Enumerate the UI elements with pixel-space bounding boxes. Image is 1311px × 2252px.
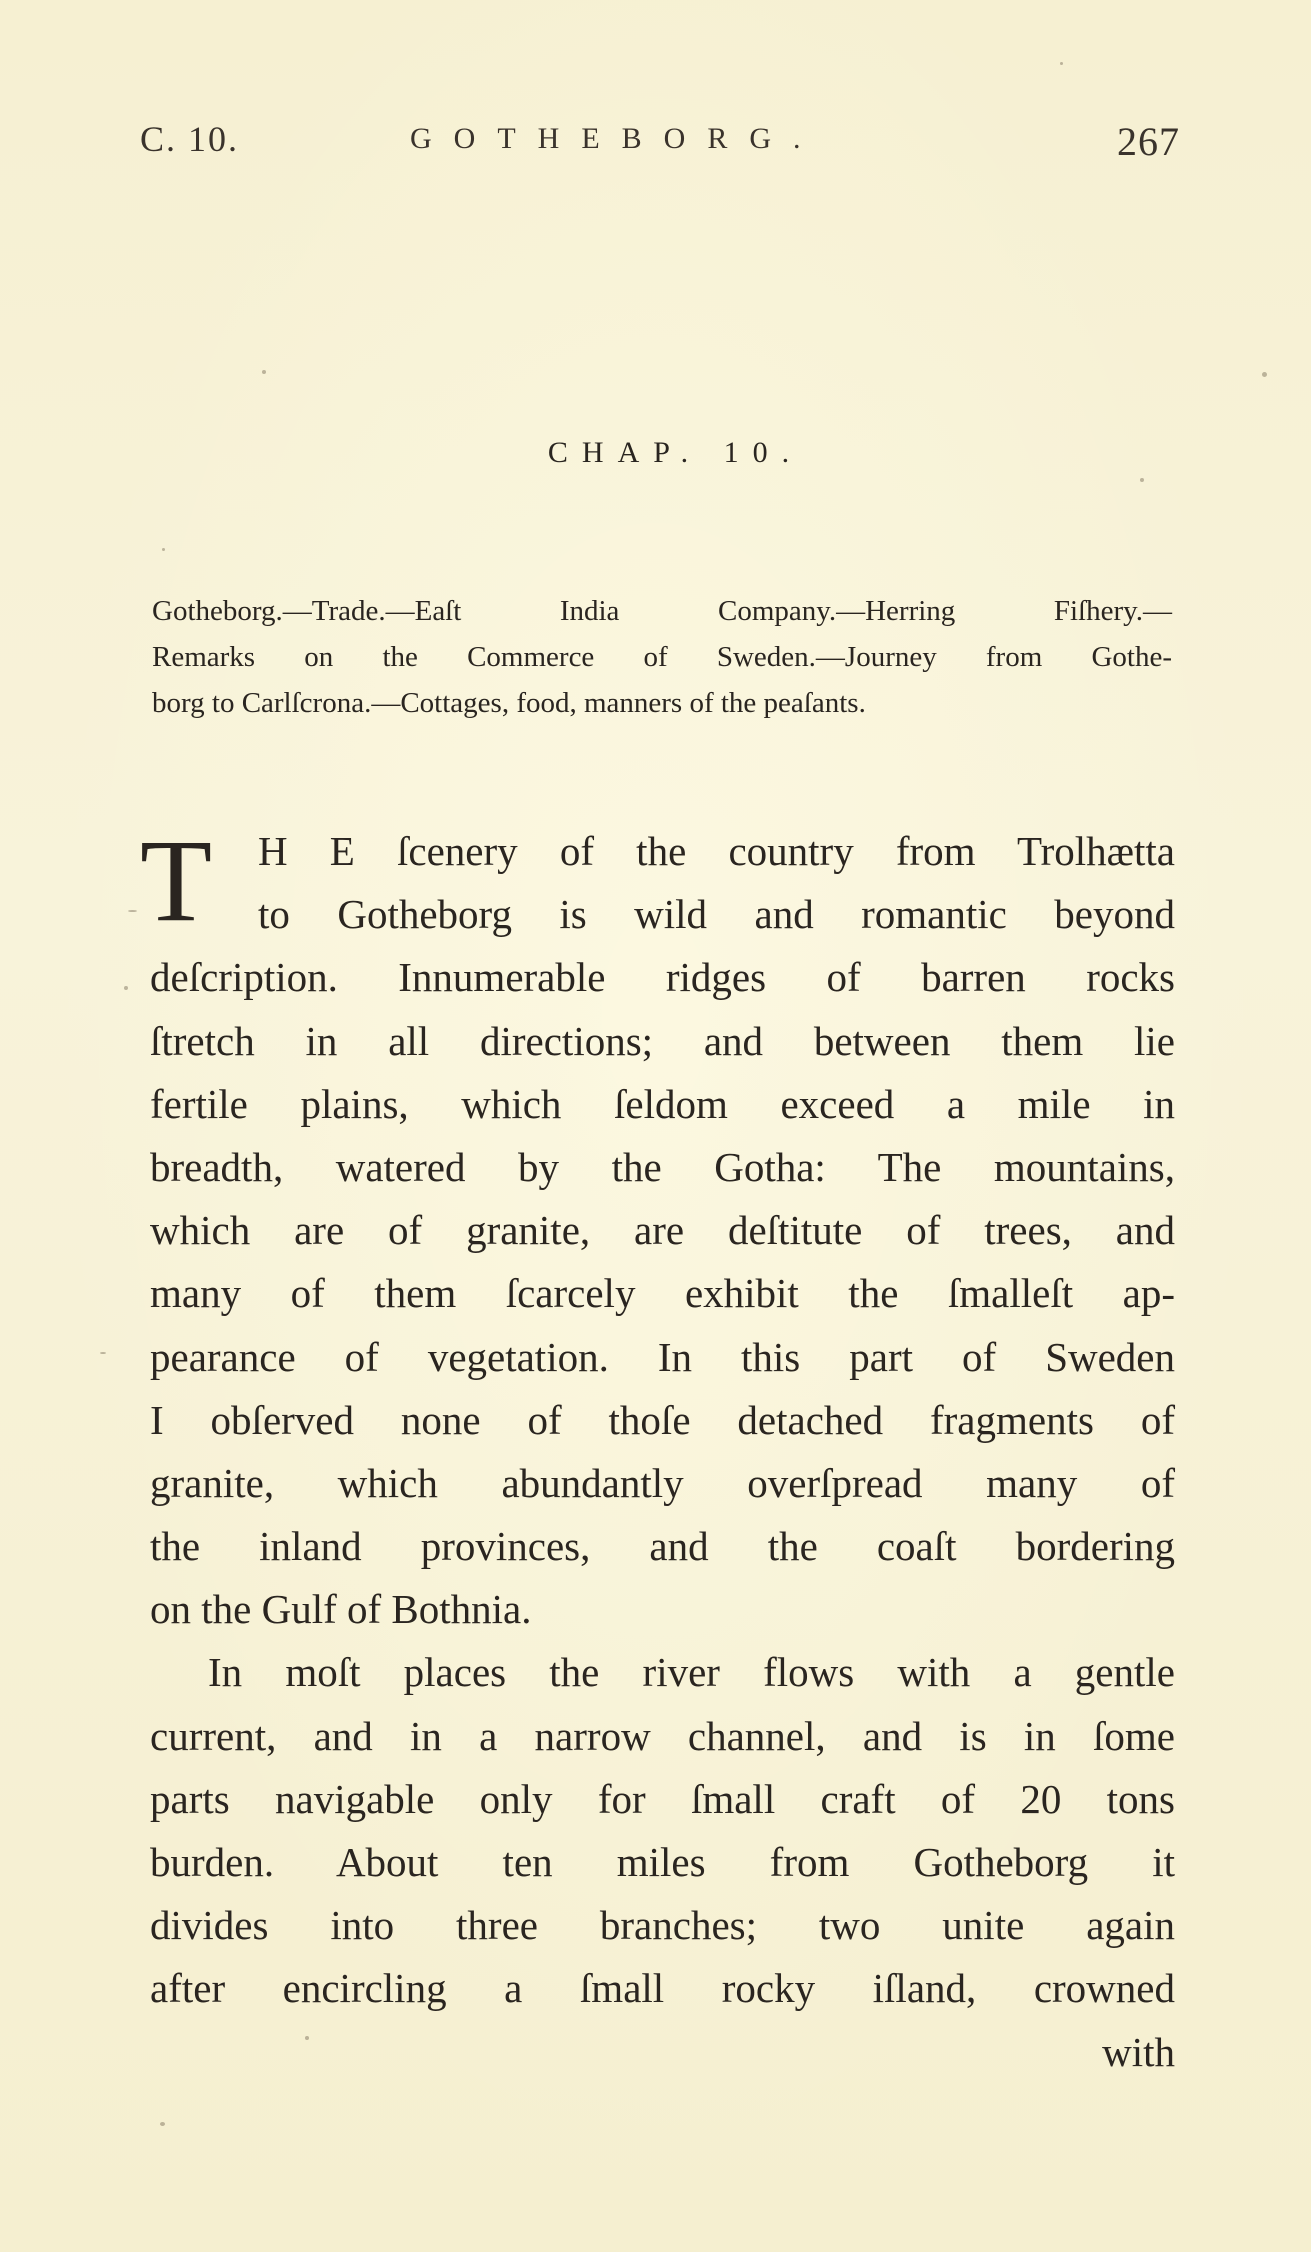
body-line: many of them ſcarcely exhibit the ſmalleſt ap-	[150, 1270, 1175, 1317]
body-line: divides into three branches; two unite again	[150, 1902, 1175, 1949]
body-line: I obſerved none of thoſe detached fragments of	[150, 1396, 1175, 1443]
running-head-chapter: C. 10.	[140, 119, 240, 159]
summary-line: Gotheborg.—Trade.—Eaſt India Company.—Herring Fiſhery.—	[152, 595, 1172, 627]
paper-speck	[124, 986, 128, 990]
running-head-title: GOTHEBORG.	[410, 122, 823, 155]
paper-speck	[160, 2122, 165, 2126]
body-line: fertile plains, which ſeldom exceed a mile in	[150, 1080, 1175, 1127]
paper-speck	[162, 548, 165, 551]
drop-cap: T	[140, 815, 213, 946]
body-text	[150, 820, 1175, 2084]
body-line: breadth, watered by the Gotha: The mountains,	[150, 1143, 1175, 1190]
body-line: deſcription. Innumerable ridges of barren rocks	[150, 954, 1175, 1001]
running-head	[140, 118, 1180, 168]
summary-line: borg to Carlſcrona.—Cottages, food, manners of the peaſants.	[152, 687, 866, 719]
summary-line: Remarks on the Commerce of Sweden.—Journey from Gothe-	[152, 641, 1172, 673]
catchword: with	[1102, 2028, 1175, 2075]
paper-speck	[1262, 372, 1267, 377]
body-line: In moſt places the river flows with a gentle	[208, 1649, 1175, 1696]
body-line: which are of granite, are deſtitute of trees, and	[150, 1207, 1175, 1254]
body-line: on the Gulf of Bothnia.	[150, 1586, 532, 1633]
paper-speck	[305, 2036, 309, 2040]
paper-speck	[262, 370, 266, 374]
paper-speck	[1140, 478, 1144, 482]
body-line: pearance of vegetation. In this part of Sweden	[150, 1333, 1175, 1380]
body-line: after encircling a ſmall rocky iſland, crowned	[150, 1965, 1175, 2012]
chapter-summary	[152, 588, 1172, 726]
body-line: the inland provinces, and the coaſt bordering	[150, 1523, 1175, 1570]
body-line: current, and in a narrow channel, and is in ſome	[150, 1712, 1175, 1759]
chapter-heading: CHAP. 10.	[547, 436, 804, 469]
paper-speck	[128, 910, 137, 912]
body-line: H E ſcenery of the country from Trolhætta	[258, 828, 1175, 874]
body-line: burden. About ten miles from Gotheborg it	[150, 1839, 1175, 1885]
paper-speck	[100, 1352, 106, 1354]
paper-speck	[1060, 62, 1063, 65]
body-line: parts navigable only for ſmall craft of 20 tons	[150, 1775, 1175, 1822]
page-number: 267	[1117, 119, 1180, 164]
body-line: to Gotheborg is wild and romantic beyond	[258, 891, 1175, 938]
body-line: ſtretch in all directions; and between them lie	[150, 1017, 1175, 1064]
body-line: granite, which abundantly overſpread many of	[150, 1459, 1175, 1506]
